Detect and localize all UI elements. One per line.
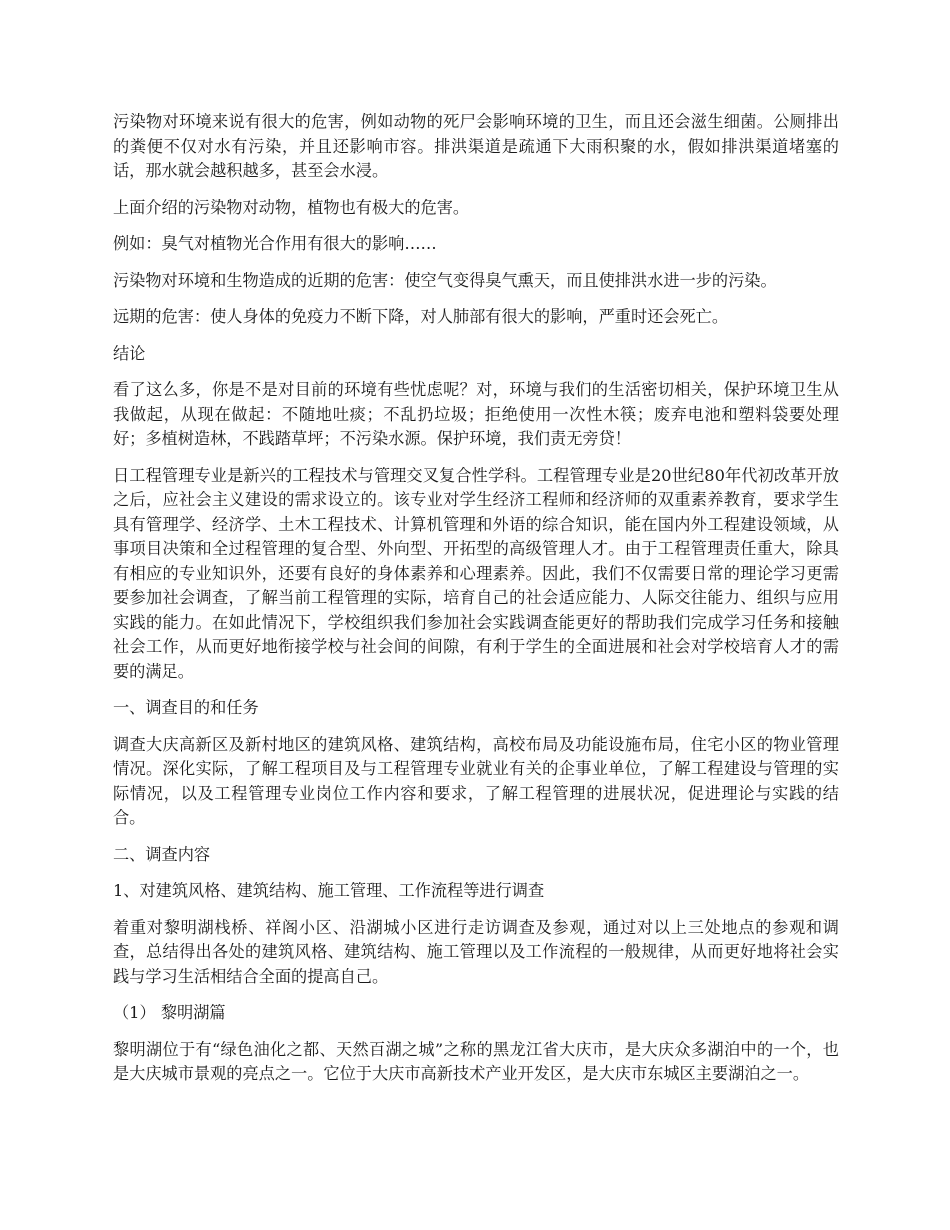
paragraph-near-term-harm: 污染物对环境和生物造成的近期的危害：使空气变得臭气熏天，而且使排洪水进一步的污染。: [113, 270, 777, 290]
heading-survey-goals: 一、调查目的和任务: [113, 698, 259, 717]
subheading-architecture-survey: 1、对建筑风格、建筑结构、施工管理、工作流程等进行调查: [113, 881, 545, 900]
heading-survey-content: 二、调查内容: [113, 844, 211, 864]
heading-conclusion: 结论: [113, 343, 146, 363]
paragraph-plant-harm: 上面介绍的污染物对动物，植物也有极大的危害。: [113, 197, 470, 217]
paragraph-conclusion: 看了这么多，你是不是对目前的环境有些忧虑呢？对，环境与我们的生活密切相关，保护环境卫生从我做起，从现在做起：不随地吐痰；不乱扔垃圾；拒绝使用一次性木筷；废弃电池和塑料袋要处理好；多植树造林，不践踏草坪；不污染水源。保护环境，我们责无旁贷！: [113, 380, 839, 448]
paragraph-survey-goals: 调查大庆高新区及新村地区的建筑风格、建筑结构，高校布局及功能设施布局，住宅小区的物业管理情况。深化实际，了解工程项目及与工程管理专业就业有关的企事业单位，了解工程建设与管理的实际情况，以及工程管理专业岗位工作内容和要求，了解工程管理的进展状况，促进理论与实践的结合。: [113, 734, 839, 827]
paragraph-example: 例如：臭气对植物光合作用有很大的影响……: [113, 234, 437, 253]
paragraph-engineering-management: 日工程管理专业是新兴的工程技术与管理交叉复合性学科。工程管理专业是20世纪80年代初改革开放之后，应社会主义建设的需求设立的。该专业对学生经济工程师和经济师的双重素养教育，要求学生具有管理学、经济学、土木工程技术、计算机管理和外语的综合知识，能在国内外工程建设领域，从事项目决策和全过程管理的复合型、外向型、开拓型的高级管理人才。由于工程管理责任重大，除具有相应的专业知识外，还要有良好的身体素养和心理素养。因此，我们不仅需要日常的理论学习更需要参加社会调查，了解当前工程管理的实际，培育自己的社会适应能力、人际交往能力、组织与应用实践的能力。在如此情况下，学校组织我们参加社会实践调查能更好的帮助我们完成学习任务和接触社会工作，从而更好地衔接学校与社会间的间隙，有利于学生的全面进展和社会对学校培育人才的需要的满足。: [113, 465, 839, 681]
paragraph-pollution-harm: 污染物对环境来说有很大的危害，例如动物的死尸会影响环境的卫生，而且还会滋生细菌。公厕排出的粪便不仅对水有污染，并且还影响市容。排洪渠道是疏通下大雨积聚的水，假如排洪渠道堵塞的话，那水就会越积越多，甚至会水浸。: [113, 112, 839, 180]
subheading-liming-lake: （1） 黎明湖篇: [113, 1003, 226, 1022]
paragraph-long-term-harm: 远期的危害：使人身体的免疫力不断下降，对人肺部有很大的影响，严重时还会死亡。: [113, 307, 729, 326]
paragraph-liming-lake: 黎明湖位于有“绿色油化之都、天然百湖之城”之称的黑龙江省大庆市，是大庆众多湖泊中的一个，也是大庆城市景观的亮点之一。它位于大庆市高新技术产业开发区，是大庆市东城区主要湖泊之一。: [113, 1039, 839, 1083]
document-body: [113, 110, 839, 1099]
paragraph-site-visits: 着重对黎明湖栈桥、祥阁小区、沿湖城小区进行走访调查及参观，通过对以上三处地点的参观和调查，总结得出各处的建筑风格、建筑结构、施工管理以及工作流程的一般规律，从而更好地将社会实践与学习生活相结合全面的提高自己。: [113, 917, 839, 986]
